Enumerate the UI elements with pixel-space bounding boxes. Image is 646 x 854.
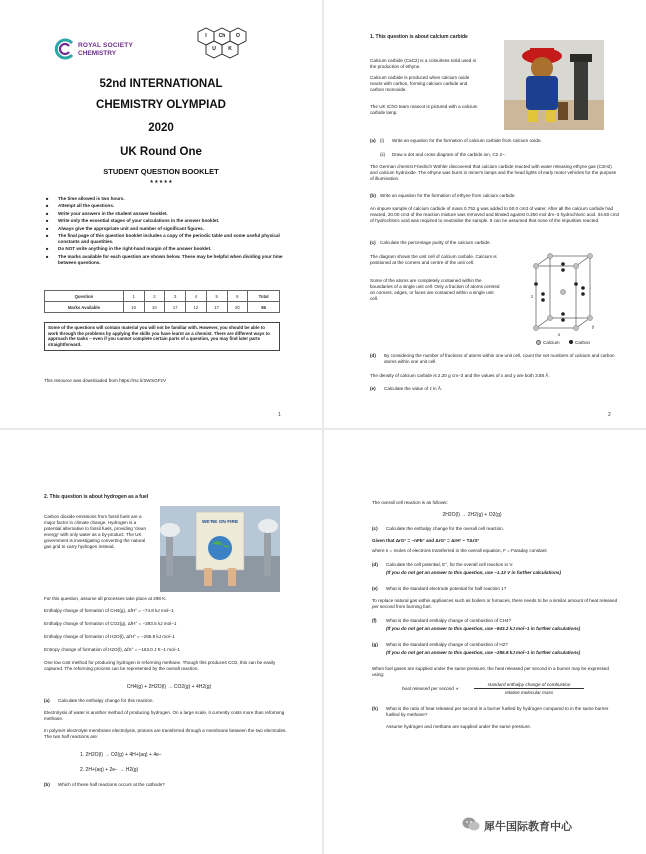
intro-para-2: Calcium carbide is produced when calcium oxide reacts with carbon, forming calcium carbide and carbon monoxide. — [370, 75, 470, 92]
marks-table — [44, 290, 280, 313]
table-cell: 4 — [186, 291, 207, 302]
instruction-item: ■ Attempt all the questions. — [46, 203, 286, 209]
instruction-item: ■ Always give the appropriate unit and number of significant figures. — [46, 226, 286, 232]
question-e — [372, 586, 622, 594]
protest-sign-text: WE'RE ON FIRE — [201, 520, 239, 525]
formula-denominator: relative molecular mass — [504, 690, 554, 695]
question-e — [370, 386, 620, 394]
rsc-name-line2: CHEMISTRY — [78, 50, 117, 57]
question-text: Calculate the cell potential, E°, for the overall cell reaction in V. — [386, 562, 514, 567]
table-cell: 5 — [206, 291, 227, 302]
axis-label-z: z — [531, 294, 534, 299]
density-para: The density of calcium carbide is 2.20 g cm−3 and the values of x and y are both 3.88 Å. — [370, 373, 550, 378]
question-text: Write an equation for the formation of calcium carbide from calcium oxide. — [392, 138, 542, 143]
table-cell: 20 — [227, 302, 248, 313]
climate-protest-photo — [160, 506, 280, 592]
unit-cell-para-2: Some of the atoms are completely contained within the boundaries of a single unit cell. Only a fraction of atoms centred on corners, edges, or faces are contained within a single unit cell. — [370, 278, 500, 301]
calcium-legend-marker — [536, 340, 541, 345]
rsc-name-line1: ROYAL SOCIETY — [78, 42, 133, 49]
enthalpy-h2o: Enthalpy change of formation of H2O(l), ΔfH° = −285.8 kJ mol−1 — [44, 634, 175, 639]
table-cell: Total — [248, 291, 280, 302]
page-4 — [324, 430, 646, 854]
table-cell: 1 — [123, 291, 144, 302]
instruction-item: ■ Write your answers in the student answer booklet. — [46, 211, 286, 217]
formula-numerator: standard enthalpy change of combustion — [474, 682, 584, 689]
question-label: (d) — [370, 353, 376, 358]
intro-para: Carbon dioxide emissions from fossil fuels are a major factor in climate change. Hydrogen is a potential alternative to fossil fuels, providing 'clean energy' with only water as a by-product. The UK government is investigating converting the natural gas grid to carry hydrogen instead. — [44, 514, 146, 549]
fuel-para: When fuel gases are supplied under the same pressure, the heat released per second in a burner may be expressed using: — [372, 666, 609, 677]
question-text: What is the standard electrode potential for half reaction 1? — [386, 586, 507, 591]
half-reaction-2: 2. 2H+(aq) + 2e− → H2(g) — [80, 767, 139, 773]
table-cell: 17 — [206, 302, 227, 313]
wohler-para: The German chemist Friedrich Wöhler discovered that calcium carbide reacted with water releasing ethyne gas (C2H2) and calcium hydroxide. The ethyne was burnt in miner's lamps and the head lights of early motor vehicles for the purpose of illumination. — [370, 164, 617, 181]
formula-lhs: heat released per second ∝ — [402, 686, 459, 691]
question-f — [372, 618, 622, 634]
table-cell: 2 — [144, 291, 165, 302]
page-2 — [324, 0, 646, 428]
question-heading: 1. This question is about calcium carbide — [370, 34, 468, 40]
download-line[interactable]: This resource was downloaded from https://rsc.li/2WmGFzV — [44, 378, 167, 383]
instruction-item: ■ The final page of this question booklet includes a copy of the periodic table and some useful physical constants and quantities. — [46, 233, 286, 245]
question-text: What is the standard enthalpy change of combustion of H2? — [386, 642, 508, 647]
table-cell: 10 — [144, 302, 165, 313]
subpart-label: (i) — [380, 138, 385, 143]
question-label: (g) — [372, 642, 378, 647]
question-text: Calculate the enthalpy change for this reaction. — [58, 698, 154, 703]
question-text: Calculate the enthalpy change for the overall cell reaction. — [386, 526, 504, 531]
table-cell: Question — [45, 291, 124, 302]
question-b — [44, 782, 294, 790]
table-cell: 6 — [227, 291, 248, 302]
marks-table-row — [45, 302, 280, 313]
question-label: (a) — [370, 138, 376, 143]
question-label: (b) — [44, 782, 50, 787]
table-cell: 86 — [248, 302, 280, 313]
wechat-icon — [462, 816, 480, 832]
axis-label-x: x — [558, 332, 561, 337]
impure-sample-para: An impure sample of calcium carbide of mass 0.752 g was added to 50.0 cm3 of water. After all the calcium carbide had reacted, 20.00 cm3 of the reaction mixture was removed and titrated against 0.250 mol dm−3 hydrochloric acid. 34.60 cm3 of hydrochloric acid was required to neutralise the sample. It can be assumed that none of the impurities reacted. — [370, 206, 620, 223]
question-label: (c) — [372, 526, 378, 531]
star-divider: * * * * * — [150, 180, 172, 187]
question-b — [370, 193, 620, 201]
instructions-list — [46, 196, 286, 267]
mascot-photo — [504, 40, 604, 130]
assumption-line: For this question, assume all processes take place at 298 K. — [44, 596, 167, 601]
instruction-item: ■ The marks available for each question are shown below. These may be helpful when dividing your time between questions. — [46, 254, 286, 266]
unit-cell-para-1: The diagram shows the unit cell of calcium carbide. Calcium is positioned at the corners and centre of the unit cell. — [370, 254, 497, 265]
question-label: (e) — [370, 386, 376, 391]
intro-para-1: Calcium carbide (CaC2) is a colourless solid used in the production of ethyne. — [370, 58, 477, 69]
overall-reaction-intro: The overall cell reaction is as follows: — [372, 500, 448, 505]
title-year: 2020 — [148, 122, 174, 134]
question-note: (If you do not get an answer to this question, use −1.13 V in further calculations) — [386, 570, 561, 575]
question-text: Draw a dot and cross diagram of the carbide ion, C2 2−. — [392, 152, 507, 157]
page-1 — [0, 0, 322, 428]
question-label: (a) — [44, 698, 50, 703]
page-3 — [0, 430, 322, 854]
question-heading: 2. This question is about hydrogen as a fuel — [44, 494, 149, 500]
given-relations: Given that ΔrG° = −nFE° and ΔrG° = ΔrH° − TΔrS° — [372, 538, 480, 543]
reforming-equation: CH4(g) + 2H2O(l) → CO2(g) + 4H2(g) — [126, 684, 212, 690]
hex-label-2: Ch — [218, 33, 226, 39]
table-cell: 17 — [165, 302, 186, 313]
carbon-legend-marker — [569, 340, 573, 344]
question-a-i — [370, 138, 620, 146]
instruction-item: ■ The time allowed is two hours. — [46, 196, 286, 202]
question-a — [44, 698, 294, 706]
reforming-para: One low cost method for producing hydrogen is reforming methane. Though this produces CO2, this can be easily captured. The reforming process can be represented by the overall reaction. — [44, 660, 276, 671]
question-label: (f) — [372, 618, 377, 623]
note-box: Some of the questions will contain material you will not be familiar with. However, you should be able to work through the problems by applying the skills you have learnt as a chemist. There are different ways to approach the tasks – even if you cannot complete certain parts of a question, you may find later parts straightforward. — [44, 322, 280, 351]
replace-para: To replace natural gas within appliances such as boilers or furnaces, there needs to be a similar amount of heat released per second from burning fuel. — [372, 598, 618, 609]
subpart-label: (ii) — [380, 152, 386, 157]
watermark-text: 犀牛国际教育中心 — [484, 821, 572, 833]
enthalpy-ch4: Enthalpy change of formation of CH4(g), ΔfH° = −74.8 kJ mol−1 — [44, 608, 174, 613]
table-cell: 10 — [123, 302, 144, 313]
question-label: (c) — [370, 240, 376, 245]
hex-label-4: U — [212, 46, 216, 52]
pem-para: In polymer electrolyte membrane electrolysis, protons are transferred through a membrane between the two electrodes. The two half reactions are: — [44, 728, 287, 739]
question-label: (h) — [372, 706, 378, 711]
question-note: (If you do not get an answer to this question, use −843.2 kJ mol−1 in further calculations) — [386, 626, 581, 631]
question-a-ii — [370, 152, 620, 160]
hex-label-5: K — [228, 46, 232, 52]
question-g — [372, 642, 622, 658]
question-text: By considering the number of fractions of atoms within one unit cell, count the net numbers of calcium and carbon atoms within one unit cell. — [384, 353, 615, 364]
where-line: where n = moles of electrons transferred in the overall equation, F = Faraday constant — [372, 548, 547, 553]
question-label: (e) — [372, 586, 378, 591]
electrolysis-para: Electrolysis of water is another method of producing hydrogen. On a large scale, it currently costs more than reforming methane. — [44, 710, 285, 721]
entropy-h2o: Entropy change of formation of H2O(l), ΔfS° = −163.0 J K−1 mol−1 — [44, 647, 180, 652]
title-line2: CHEMISTRY OLYMPIAD — [96, 99, 226, 111]
half-reaction-1: 1. 2H2O(l) → O2(g) + 4H+(aq) + 4e− — [80, 752, 162, 758]
table-cell: 3 — [165, 291, 186, 302]
question-h — [372, 706, 622, 720]
question-h-note: Assume hydrogen and methane are supplied under the same pressure. — [386, 724, 532, 729]
legend-calcium: Calcium — [543, 340, 560, 345]
intro-para-3: The UK IChO team mascot is pictured with a calcium carbide lamp. — [370, 104, 478, 115]
overall-equation: 2H2O(l) → 2H2(g) + O2(g) — [442, 512, 502, 518]
question-c — [372, 526, 622, 534]
hex-label-1: I — [205, 33, 207, 39]
question-label: (d) — [372, 562, 378, 567]
question-text: Calculate the value of z in Å. — [384, 386, 443, 391]
marks-table-header-row — [45, 291, 280, 302]
booklet-title: STUDENT QUESTION BOOKLET — [103, 167, 219, 176]
question-c — [370, 240, 620, 248]
question-label: (b) — [370, 193, 376, 198]
question-text: What is the ratio of heat released per second in a burner fuelled by hydrogen compared to in the same burner fuelled by methane? — [386, 706, 609, 717]
table-cell: Marks Available — [45, 302, 124, 313]
table-cell: 12 — [186, 302, 207, 313]
question-text: Calculate the percentage purity of the calcium carbide. — [380, 240, 491, 245]
question-text: Which of these half reactions occurs at the cathode? — [58, 782, 165, 787]
instruction-item: ■ Do NOT write anything in the right-hand margin of the answer booklet. — [46, 246, 286, 252]
legend-carbon: Carbon — [575, 340, 591, 345]
question-text: What is the standard enthalpy change of combustion of CH4? — [386, 618, 512, 623]
question-note: (If you do not get an answer to this question, use −285.8 kJ mol−1 in further calculations) — [386, 650, 581, 655]
page-number: 2 — [608, 412, 611, 418]
instruction-item: ■ Write only the essential stages of your calculations in the answer booklet. — [46, 218, 286, 224]
question-d — [372, 562, 622, 578]
rsc-logo-icon — [54, 38, 76, 60]
enthalpy-co2: Enthalpy change of formation of CO2(g), ΔfH° = −393.5 kJ mol−1 — [44, 621, 177, 626]
axis-label-y: y — [592, 324, 595, 329]
title-round: UK Round One — [120, 146, 202, 158]
page-number: 1 — [278, 412, 281, 418]
question-text: Write an equation for the formation of ethyne from calcium carbide. — [380, 193, 516, 198]
question-d — [370, 353, 620, 367]
title-line1: 52nd INTERNATIONAL — [99, 78, 223, 90]
hex-label-3: O — [236, 33, 240, 39]
